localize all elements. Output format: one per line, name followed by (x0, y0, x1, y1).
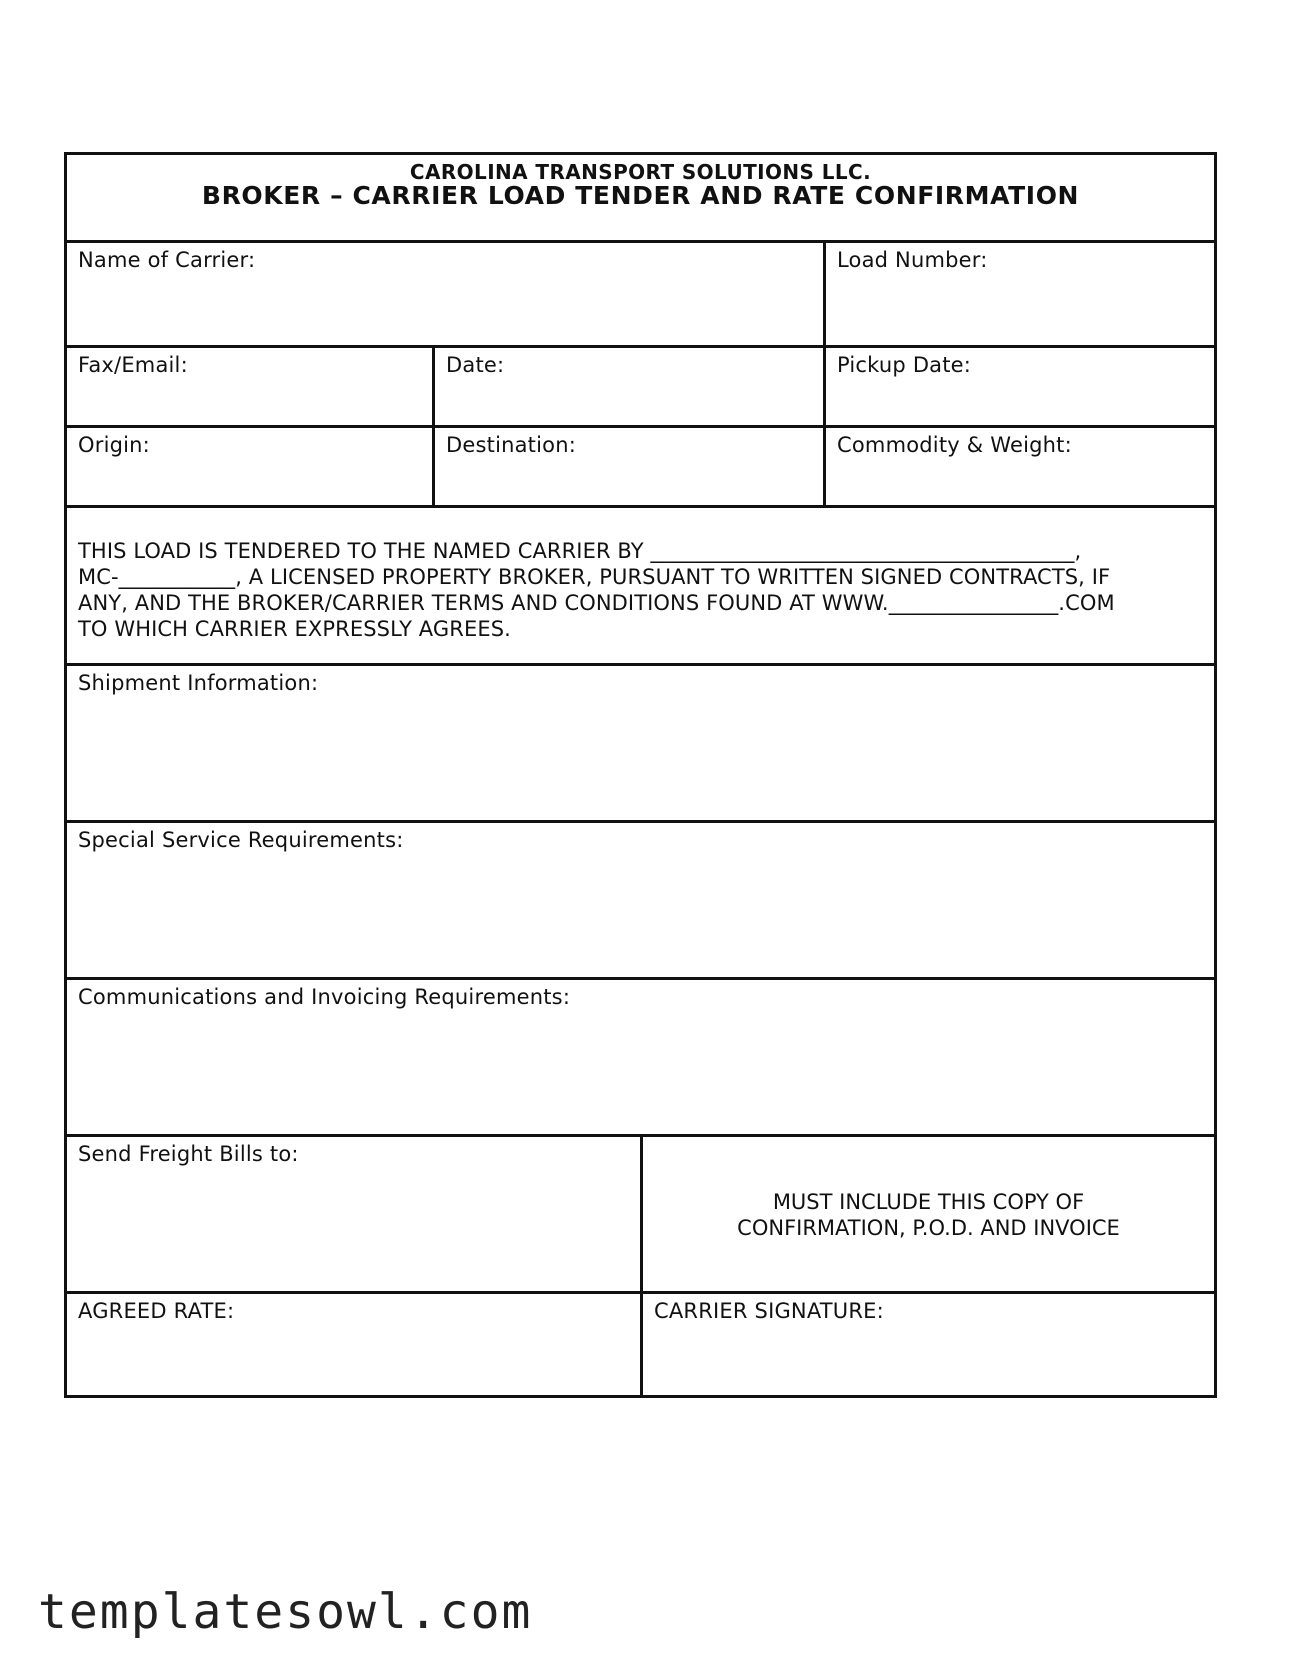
commodity-weight-label: Commodity & Weight: (837, 433, 1072, 457)
destination-field[interactable] (435, 428, 823, 505)
notice-line-1: MUST INCLUDE THIS COPY OF (772, 1190, 1085, 1214)
send-freight-bills-field[interactable] (67, 1137, 640, 1291)
fax-email-field[interactable] (67, 348, 432, 425)
carrier-signature-label: CARRIER SIGNATURE: (654, 1299, 884, 1323)
tender-line-1: THIS LOAD IS TENDERED TO THE NAMED CARRIER BY ________________________________________, (78, 539, 1082, 563)
shipment-information-field[interactable] (67, 666, 1214, 820)
rate-confirmation-form (64, 152, 1217, 1398)
special-service-requirements-field[interactable] (67, 823, 1214, 977)
communications-invoicing-field[interactable] (67, 980, 1214, 1134)
special-service-requirements-label: Special Service Requirements: (78, 828, 404, 852)
company-name: CAROLINA TRANSPORT SOLUTIONS LLC. (409, 160, 872, 184)
carrier-signature-field[interactable] (643, 1294, 1214, 1395)
tender-line-2: MC-___________, A LICENSED PROPERTY BROKER, PURSUANT TO WRITTEN SIGNED CONTRACTS, IF (78, 565, 1111, 589)
tender-line-3: ANY, AND THE BROKER/CARRIER TERMS AND CONDITIONS FOUND AT WWW.________________.COM (78, 591, 1115, 615)
agreed-rate-field[interactable] (67, 1294, 640, 1395)
load-number-label: Load Number: (837, 248, 988, 272)
pickup-date-label: Pickup Date: (837, 353, 972, 377)
date-label: Date: (446, 353, 505, 377)
name-of-carrier-label: Name of Carrier: (78, 248, 256, 272)
communications-invoicing-label: Communications and Invoicing Requirements: (78, 985, 571, 1009)
tender-statement (67, 508, 1214, 663)
commodity-weight-field[interactable] (826, 428, 1214, 505)
send-freight-bills-label: Send Freight Bills to: (78, 1142, 299, 1166)
notice-line-2: CONFIRMATION, P.O.D. AND INVOICE (737, 1216, 1120, 1240)
watermark: templatesowl.com (38, 1584, 533, 1640)
form-header (67, 155, 1214, 240)
invoice-notice (643, 1137, 1214, 1291)
pickup-date-field[interactable] (826, 348, 1214, 425)
origin-label: Origin: (78, 433, 150, 457)
document-title: BROKER – CARRIER LOAD TENDER AND RATE CONFIRMATION (201, 181, 1080, 210)
fax-email-label: Fax/Email: (78, 353, 188, 377)
destination-label: Destination: (446, 433, 576, 457)
origin-field[interactable] (67, 428, 432, 505)
name-of-carrier-field[interactable] (67, 243, 823, 345)
tender-line-4: TO WHICH CARRIER EXPRESSLY AGREES. (78, 617, 511, 641)
date-field[interactable] (435, 348, 823, 425)
agreed-rate-label: AGREED RATE: (78, 1299, 235, 1323)
shipment-information-label: Shipment Information: (78, 671, 319, 695)
load-number-field[interactable] (826, 243, 1214, 345)
